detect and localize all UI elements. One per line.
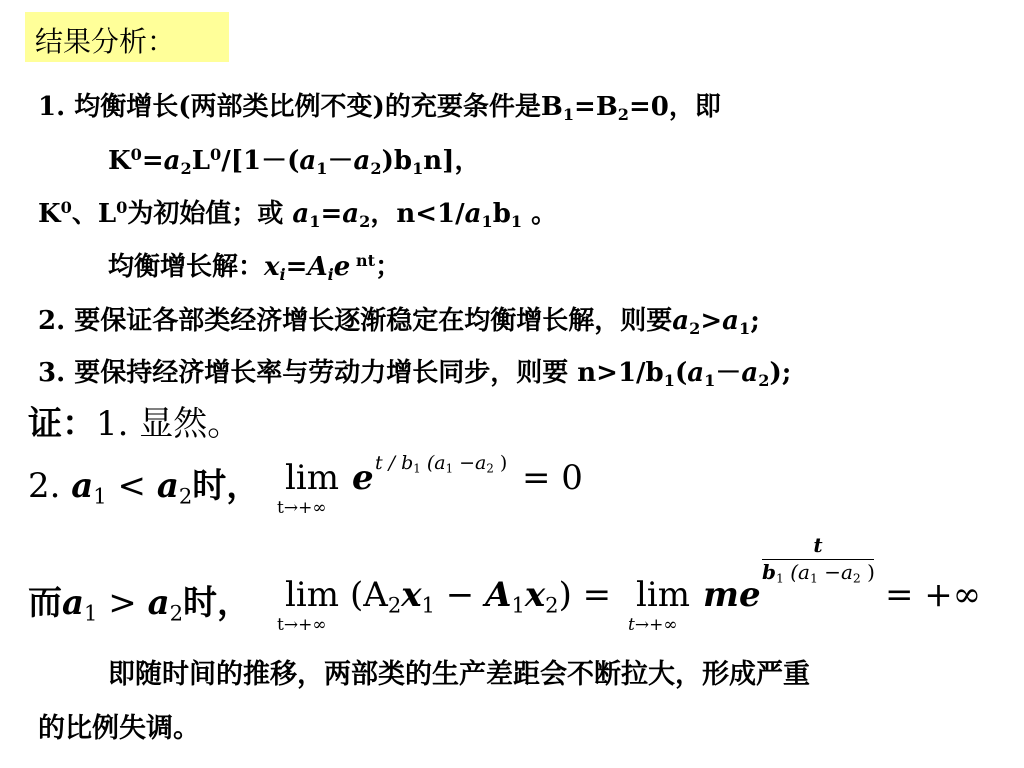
conclusion-line-2: 的比例失调。 [38,713,200,744]
balanced-growth-solution: 均衡增长解：$x_i=A_ie$ $^{nt}$； [108,251,402,284]
initial-values-line: $K^0$、$L^0$为初始值；或 $a_1=a_2$，$n<1/a_1b_1$ 。 [38,198,558,231]
k0-formula: $K^0=a_2L^0/[1-(a_1-a_2)b_1n]$， [108,145,481,178]
proof-line [28,396,241,445]
limit-expression-2: lim t→+∞ [277,575,339,635]
me-term: me [703,575,761,615]
proof-text: 1. 显然。 [96,404,242,444]
result-infinity: = +∞ [885,575,982,615]
conclusion-line-1: 即随时间的推移，两部类的生产差距会不断拉大，形成严重 [108,659,810,690]
section-title [25,12,229,62]
limit-expression-3: lim t→+∞ [628,575,690,635]
exponential-term: e [352,458,374,498]
exponent: t / $b_1$ ($a_1 -a_2$ ) [375,452,508,476]
difference-expression: $(A_2x_1 - A_1x_2)$ = [350,575,612,618]
point-3: 3. 要保持经济增长率与劳动力增长同步，则要 $n>1/b_1(a_1-a_2)$; [38,358,792,390]
proof-label: 证： [28,404,96,444]
equation-case-greater: 而$a_1 > a_2$时， [28,583,252,626]
limit-expression-1: lim t→+∞ [277,458,339,518]
point-1-number: 1. [38,92,66,122]
equation-case-less: 2. $a_1 < a_2$时， [28,466,261,509]
section-title-text: 结果分析： [35,25,176,58]
point-1 [38,86,721,123]
exponent-fraction: t $b_1$ ($a_1 -a_2$ ) [762,533,875,586]
point-2: 2. 要保证各部类经济增长逐渐稳定在均衡增长解，则要$a_2>a_1$; [38,306,760,338]
result-zero: = 0 [522,458,583,498]
point-1-text: 均衡增长(两部类比例不变)的充要条件是$B_1=B_2=0$，即 [74,92,721,124]
point-2-number: 2. [38,306,66,336]
point-3-number: 3. [38,358,66,388]
